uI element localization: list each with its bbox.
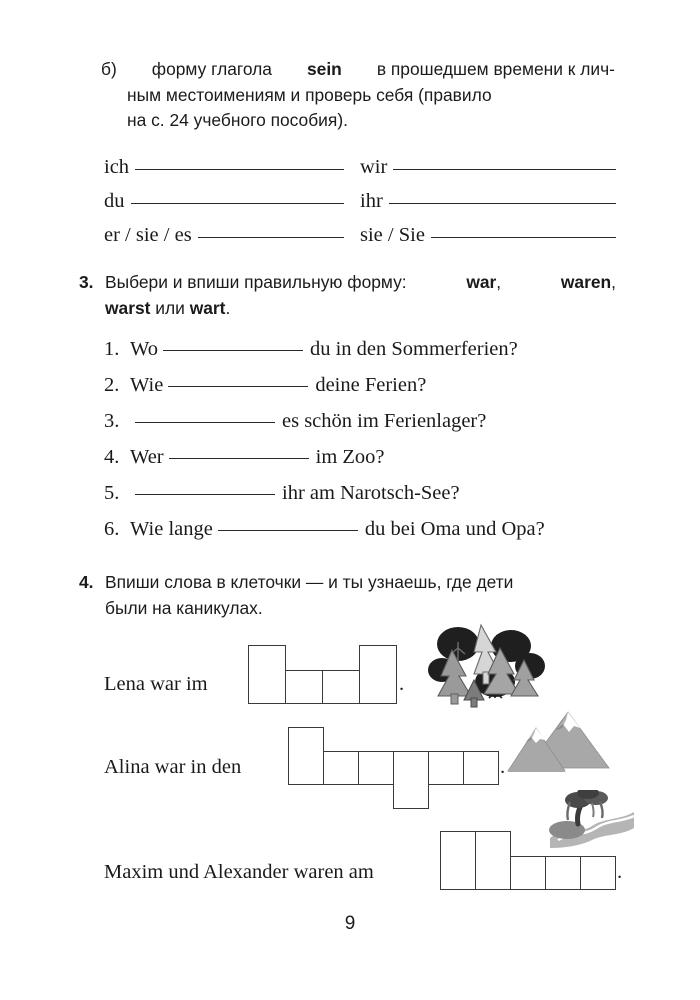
crossword-row-1-label: Lena war im xyxy=(104,673,208,695)
intro-line3-text: на с. 24 учебного пособия). xyxy=(127,110,348,130)
crossword-cell[interactable] xyxy=(358,751,394,785)
task-3-option-wart: wart xyxy=(189,297,226,318)
pronoun-label-wir: wir xyxy=(360,156,388,178)
item-prefix: Wie xyxy=(130,374,164,396)
crossword-cell[interactable] xyxy=(475,831,511,890)
intro-line1-a: форму глагола xyxy=(151,59,272,79)
item-number: 6. xyxy=(104,518,120,540)
item-prefix: Wo xyxy=(130,338,158,360)
intro-marker: б) xyxy=(101,59,117,79)
task-4-line2-text: были на каникулах. xyxy=(105,597,263,618)
crossword-cell[interactable] xyxy=(322,670,360,704)
item-number: 4. xyxy=(104,446,120,468)
pronoun-label-er-sie-es: er / sie / es xyxy=(104,224,192,246)
river-illustration xyxy=(534,790,638,856)
task-3-heading-period: . xyxy=(225,297,231,318)
item-number: 2. xyxy=(104,374,120,396)
crossword-cell[interactable] xyxy=(248,645,286,704)
task-3-option-warst: warst xyxy=(105,297,151,318)
task-3-prompt: Выбери и впиши правильную форму: xyxy=(105,272,407,292)
crossword-row-1-period: . xyxy=(399,673,405,695)
crossword-cell[interactable] xyxy=(323,751,359,785)
pronoun-label-sie-Sie: sie / Sie xyxy=(360,224,425,246)
task-4-line1-text: Впиши слова в клеточки — и ты узнаешь, где дети xyxy=(105,572,514,592)
intro-line1-b: в прошедшем времени к лич- xyxy=(376,59,615,79)
crossword-cell[interactable] xyxy=(359,645,397,704)
item-number: 3. xyxy=(104,410,120,432)
item-suffix: deine Ferien? xyxy=(315,374,427,396)
item-number: 5. xyxy=(104,482,120,504)
crossword-cell[interactable] xyxy=(580,856,616,890)
crossword-row-3-period: . xyxy=(617,861,623,883)
item-number: 1. xyxy=(104,338,120,360)
pronoun-label-ich: ich xyxy=(104,156,130,178)
crossword-cell[interactable] xyxy=(393,751,429,809)
task-3-sep-2: , xyxy=(611,272,616,292)
crossword-cell[interactable] xyxy=(463,751,499,785)
item-suffix: ihr am Narotsch-See? xyxy=(282,482,460,504)
intro-keyword-sein: sein xyxy=(306,59,342,79)
item-suffix: es schön im Ferienlager? xyxy=(282,410,487,432)
item-suffix: du bei Oma und Opa? xyxy=(364,518,545,540)
item-prefix: Wie lange xyxy=(130,518,213,540)
crossword-row-2-label: Alina war in den xyxy=(104,756,242,778)
crossword-cell[interactable] xyxy=(440,831,476,890)
crossword-row-3-label: Maxim und Alexander waren am xyxy=(104,861,374,883)
forest-illustration xyxy=(426,622,548,714)
mountains-illustration xyxy=(506,708,618,786)
crossword-cell[interactable] xyxy=(285,670,323,704)
item-suffix: du in den Sommerferien? xyxy=(309,338,518,360)
task-3-conjunction: или xyxy=(155,297,185,318)
crossword-row-2-period: . xyxy=(500,756,506,778)
crossword-cell[interactable] xyxy=(510,856,546,890)
item-prefix: Wer xyxy=(130,446,164,468)
task-3-option-waren: waren xyxy=(560,272,612,292)
task-3-number: 3. xyxy=(79,272,94,292)
pronoun-label-du: du xyxy=(104,190,125,212)
task-4-number: 4. xyxy=(79,572,94,592)
task-3-sep-1: , xyxy=(496,272,502,292)
task-3-option-war: war xyxy=(466,272,497,292)
item-suffix: im Zoo? xyxy=(315,446,385,468)
crossword-cell[interactable] xyxy=(428,751,464,785)
crossword-cell[interactable] xyxy=(545,856,581,890)
intro-line2-text: ным местоимениям и проверь себя (правило xyxy=(127,84,492,105)
page-number: 9 xyxy=(344,913,356,934)
crossword-cell[interactable] xyxy=(288,727,324,785)
pronoun-label-ihr: ihr xyxy=(360,190,383,212)
